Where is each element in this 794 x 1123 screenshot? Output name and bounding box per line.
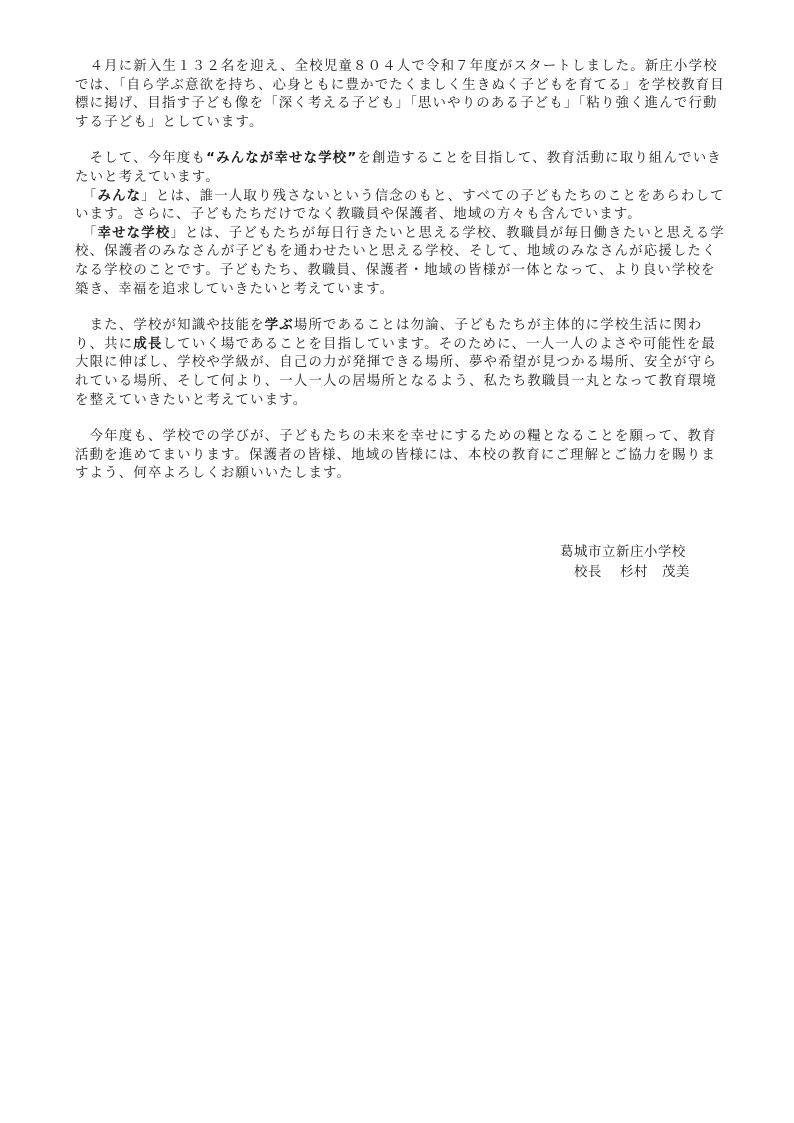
principal-line xyxy=(560,563,720,583)
paragraph-text: そして、今年度も xyxy=(75,151,207,167)
paragraph-spacer xyxy=(75,410,725,428)
paragraph-minna-definition xyxy=(75,188,725,225)
paragraph-school-vision xyxy=(75,150,725,187)
emphasis-growth: 成長 xyxy=(133,336,163,352)
emphasis-learn: 学ぶ xyxy=(264,318,294,334)
paragraph-learning-growth xyxy=(75,317,725,410)
paragraph-happy-school-definition xyxy=(75,225,725,299)
paragraph-intro: ４月に新入生１３２名を迎え、全校児童８０４人で令和７年度がスタートしました。新庄小学校では、「自ら学ぶ意欲を持ち、心身ともに豊かでたくましく生きぬく子どもを育てる」を学校教育目標に掲げ、目指す子ども像を「深く考える子ども」「思いやりのある子ども」「粘り強く進んで行動する子ども」としています。 xyxy=(75,59,725,130)
paragraph-text: 「 xyxy=(75,225,98,241)
paragraph-text: していく場であることを目指しています。そのために、一人一人のよさや可能性を最大限に伸ばし、学校や学級が、自己の力が発揮できる場所、夢や希望が見つかる場所、安全が守られている場所、そして何より、一人一人の居場所となるよう、私たち教職員一丸となって教育環境を整えていきたいと考えています。 xyxy=(75,336,717,408)
paragraph-text: 「 xyxy=(75,188,98,204)
emphasis-slogan: “みんなが幸せな学校” xyxy=(206,151,358,167)
emphasis-minna: みんな xyxy=(97,188,142,204)
paragraph-closing: 今年度も、学校での学びが、子どもたちの未来を幸せにするための糧となることを願って、教育活動を進めてまいります。保護者の皆様、地域の皆様には、本校の教育にご理解とご協力を賜りますよう、何卒よろしくお願いいたします。 xyxy=(75,429,717,482)
paragraph-text: 場所であることは勿論、子どもたちが主体的に学校生活に関わり、共に xyxy=(75,318,703,352)
principal-title: 校長 xyxy=(574,565,602,580)
principal-name: 杉村 茂美 xyxy=(619,565,690,580)
paragraph-spacer xyxy=(75,132,725,150)
letter-body xyxy=(75,58,725,484)
paragraph-spacer xyxy=(75,299,725,317)
paragraph-text: 」とは、誰一人取り残さないという信念のもと、すべての子どもたちのことをあらわしています。さらに、子どもたちだけでなく教職員や保護者、地域の方々も含んでいます。 xyxy=(75,188,725,223)
school-name: 葛城市立新庄小学校 xyxy=(560,545,686,560)
paragraph-text: を創造することを目指して、教育活動に取り組んでいきたいと考えています。 xyxy=(75,151,722,185)
paragraph-text: また、学校が知識や技能を xyxy=(75,318,265,334)
emphasis-happy-school: 幸せな学校 xyxy=(97,225,171,241)
paragraph-text: 」とは、子どもたちが毎日行きたいと思える学校、教職員が毎日働きたいと思える学校、保護者のみなさんが子どもを通わせたいと思える学校、そして、地域のみなさんが応援したくなる学校のことです。子どもたち、教職員、保護者・地域の皆様が一体となって、より良い学校を築き、幸福を追求していきたいと考えています。 xyxy=(75,225,725,297)
signature-block xyxy=(560,543,720,583)
